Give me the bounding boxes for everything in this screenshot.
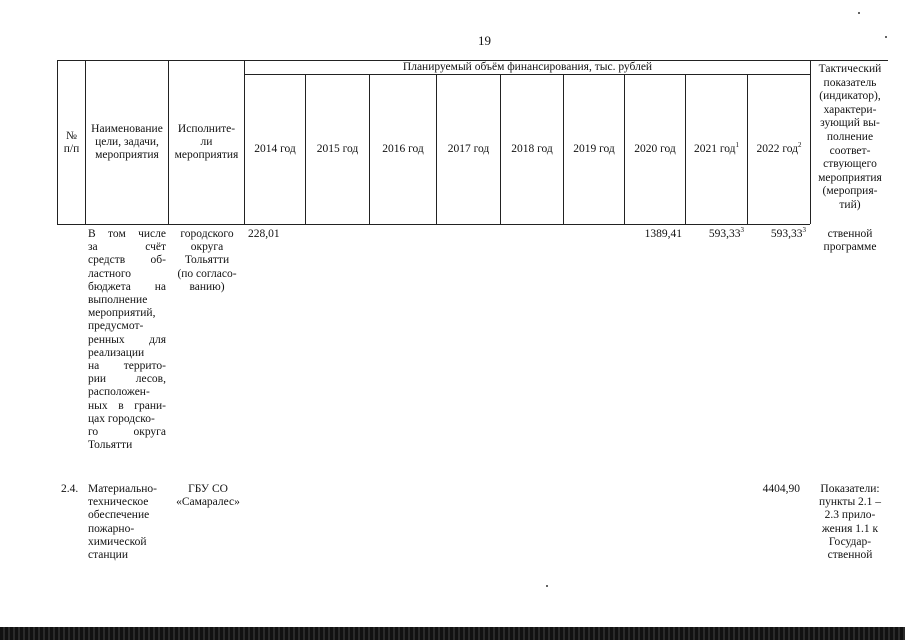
page-number: 19: [478, 33, 491, 48]
row1-indicator: ственной программе: [823, 228, 877, 254]
row1-2020-value: 1389,41: [644, 228, 682, 240]
header-indicator: Тактический показатель (индикатор), характери- зующий вы- полнение соответ- ствующего мероприятия (мероприя- тий): [818, 63, 882, 211]
scan-bottom-edge: [0, 627, 905, 640]
scan-speck: [546, 585, 548, 587]
header-name: Наименование цели, задачи, мероприятия: [91, 123, 163, 161]
row2-name: Материально- техническое обеспечение пожарно- химической станции: [88, 483, 157, 562]
header-year-2014: 2014 год: [254, 143, 296, 155]
header-year-2018: 2018 год: [511, 143, 553, 155]
header-executor: Исполните- ли мероприятия: [174, 123, 239, 161]
row2-executor: ГБУ СО «Самаралес»: [176, 483, 240, 509]
header-year-2019: 2019 год: [573, 143, 615, 155]
row1-2021-value: 593,33$^3$: [708, 226, 744, 240]
header-year-2015: 2015 год: [316, 143, 359, 155]
row1-2022-value: 593,33$^3$: [770, 226, 806, 240]
header-year-2017: 2017 год: [447, 143, 490, 155]
row1-2014-value: 228,01: [248, 228, 280, 240]
row2-2022-value: 4404,90: [762, 483, 800, 495]
scan-speck: [858, 12, 860, 14]
header-year-2022: 2022 год$^2$: [756, 141, 802, 155]
header-num: № п/п: [63, 129, 80, 155]
row1-name: В том числе за счёт средств об- ластного бюджета на выполнение мероприятий, предусмот- ренных для реализации на террито- рии лесов, расположен- ных в грани- цах городско- го округа Тольятти: [88, 228, 166, 452]
row2-num: 2.4.: [61, 483, 79, 495]
header-funding-title: Планируемый объём финансирования, тыс. рублей: [402, 61, 653, 73]
header-year-2016: 2016 год: [382, 143, 424, 155]
scan-speck: [885, 36, 887, 38]
header-year-2021: 2021 год$^1$: [693, 141, 740, 155]
row2-indicator: Показатели: пункты 2.1 – 2.3 прило- жения 1.1 к Государ- ственной: [818, 483, 882, 562]
row1-executor: городского округа Тольятти (по согласо- ванию): [177, 228, 237, 293]
header-year-2020: 2020 год: [634, 143, 676, 155]
